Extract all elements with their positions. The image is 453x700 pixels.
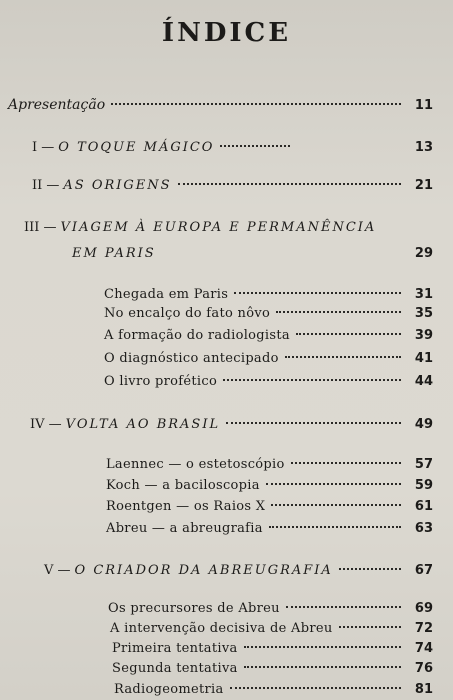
entry-label: Apresentação	[8, 97, 106, 113]
chapter-number: I —	[32, 140, 55, 155]
chapter-title: II — AS ORIGENS	[32, 178, 172, 193]
page-number: 31	[414, 287, 433, 302]
chapter-title: IV — VOLTA AO BRASIL	[30, 417, 221, 432]
section-label: Primeira tentativa	[112, 641, 238, 656]
page-number: 69	[414, 601, 433, 616]
page-number: 74	[414, 641, 433, 656]
dot-leader	[296, 333, 401, 335]
section-label: Segunda tentativa	[112, 661, 238, 676]
toc-chapter-4	[30, 417, 433, 432]
dot-leader	[286, 606, 401, 608]
page-number: 44	[414, 374, 433, 389]
page-number: 29	[414, 246, 433, 261]
toc-chapter-1	[32, 140, 433, 155]
dot-leader	[244, 646, 401, 648]
section-label: Laennec — o estetoscópio	[106, 457, 285, 472]
page-number: 35	[414, 306, 433, 321]
section-label: No encalço do fato nôvo	[104, 306, 271, 321]
toc-section	[112, 661, 433, 676]
toc-section	[104, 287, 433, 302]
page-number: 13	[414, 140, 433, 155]
toc-section	[104, 374, 433, 389]
section-label: Abreu — a abreugrafia	[106, 521, 263, 536]
toc-section	[114, 682, 433, 697]
section-label: Chegada em Paris	[104, 287, 229, 302]
page-number: 21	[414, 178, 433, 193]
dot-leader	[234, 292, 401, 294]
chapter-number: II —	[32, 178, 60, 193]
page-number: 67	[414, 563, 433, 578]
dot-leader	[111, 103, 401, 105]
toc-chapter-3-cont	[72, 246, 433, 261]
chapter-title: V — O CRIADOR DA ABREUGRAFIA	[44, 563, 333, 578]
toc-section	[108, 601, 433, 616]
section-label: Radiogeometria	[114, 682, 224, 697]
chapter-number: IV —	[30, 417, 62, 432]
chapter-title-continued: EM PARIS	[72, 246, 156, 261]
chapter-title: I — O TOQUE MÁGICO	[32, 140, 215, 155]
section-label: A intervenção decisiva de Abreu	[110, 621, 333, 636]
chapter-title: III — VIAGEM À EUROPA E PERMANÊNCIA	[24, 220, 377, 235]
dot-leader	[276, 311, 401, 313]
page-number: 11	[414, 98, 433, 113]
toc-section	[110, 621, 433, 636]
page-number: 41	[414, 351, 433, 366]
page-number: 76	[414, 661, 433, 676]
section-label: Koch — a baciloscopia	[106, 478, 260, 493]
page-number: 81	[414, 682, 433, 697]
dot-leader	[223, 379, 401, 381]
page-number: 63	[414, 521, 433, 536]
dot-leader	[266, 483, 401, 485]
toc-section	[104, 351, 433, 366]
chapter-number: V —	[44, 563, 71, 578]
toc-section	[104, 306, 433, 321]
dot-leader	[291, 462, 401, 464]
dot-leader	[271, 504, 401, 506]
section-label: Os precursores de Abreu	[108, 601, 280, 616]
page-number: 59	[414, 478, 433, 493]
toc-section	[104, 328, 433, 343]
page-number: 57	[414, 457, 433, 472]
toc-section	[106, 478, 433, 493]
dot-leader	[226, 422, 401, 424]
toc-section	[106, 521, 433, 536]
dot-leader	[244, 666, 401, 668]
toc-section	[112, 641, 433, 656]
toc-chapter-3	[24, 220, 433, 235]
toc-chapter-5	[44, 563, 433, 578]
page-number: 72	[414, 621, 433, 636]
chapter-number: III —	[24, 220, 57, 235]
toc-section	[106, 499, 433, 514]
dot-leader	[269, 526, 401, 528]
section-label: Roentgen — os Raios X	[106, 499, 266, 514]
toc-chapter-2	[32, 178, 433, 193]
section-label: A formação do radiologista	[104, 328, 290, 343]
section-label: O livro profético	[104, 374, 218, 389]
page-number: 61	[414, 499, 433, 514]
dot-leader	[339, 568, 401, 570]
dot-leader	[230, 687, 401, 689]
dot-leader	[339, 626, 401, 628]
section-label: O diagnóstico antecipado	[104, 351, 279, 366]
dot-leader	[178, 183, 401, 185]
page-number: 49	[414, 417, 433, 432]
toc-entry-intro	[8, 97, 433, 113]
dot-leader	[220, 145, 290, 147]
page-title: ÍNDICE	[161, 18, 292, 48]
page-number: 39	[414, 328, 433, 343]
toc-section	[106, 457, 433, 472]
dot-leader	[285, 356, 401, 358]
